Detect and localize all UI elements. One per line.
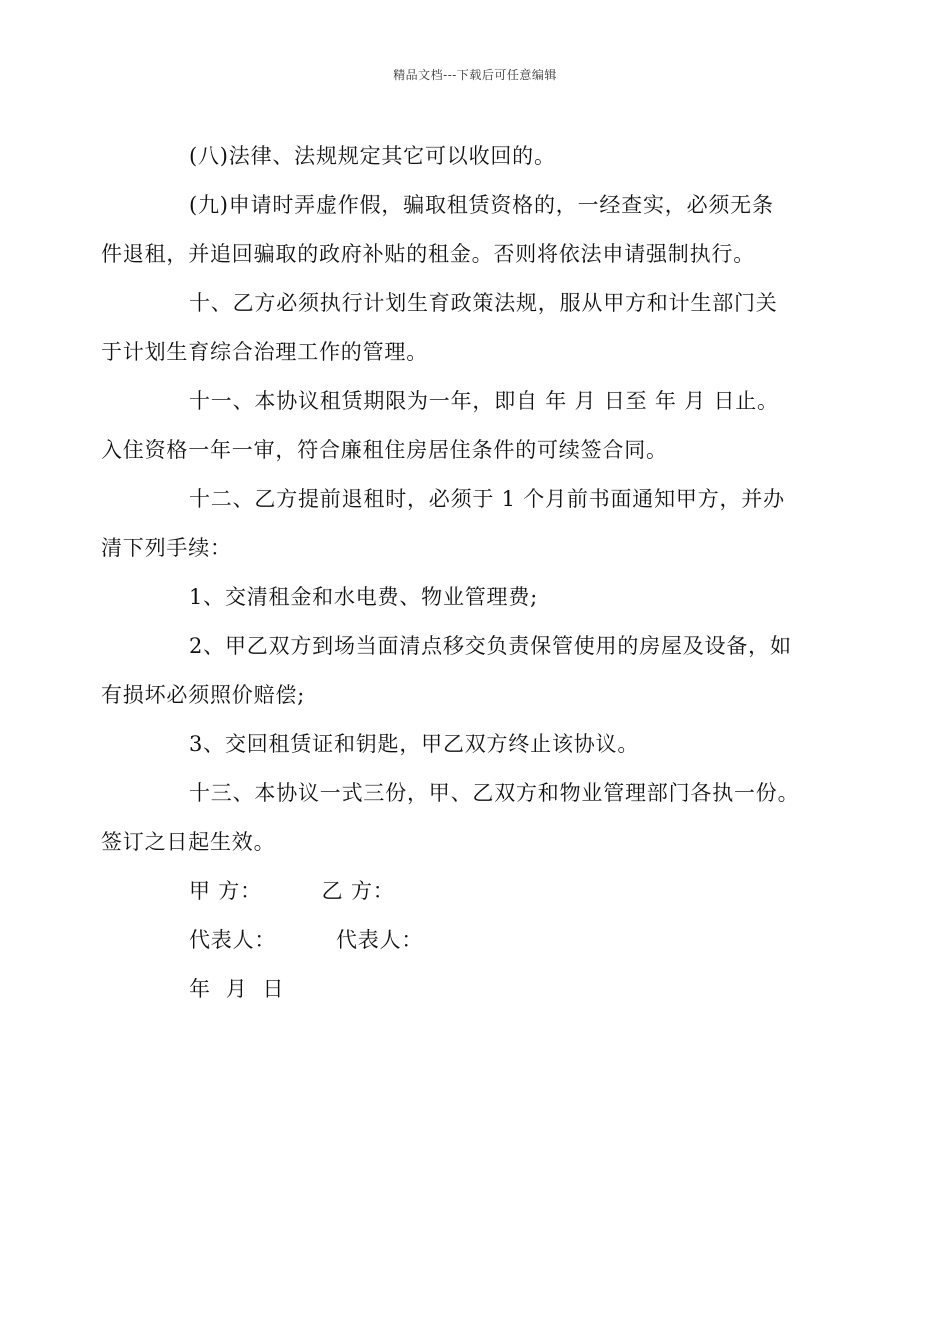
procedure-3 (145, 720, 825, 769)
signature-representatives: 代表人： 代表人： (189, 928, 424, 952)
signature-parties: 甲 方： 乙 方： (189, 879, 395, 903)
clause-12 (101, 475, 825, 573)
text-line: 2、甲乙双方到场当面清点移交负责保管使用的房屋及设备，如 (189, 634, 792, 658)
clause-13 (101, 769, 825, 867)
text-line: 3、交回租赁证和钥匙，甲乙双方终止该协议。 (189, 732, 640, 756)
paragraph-9 (101, 181, 825, 279)
text-line: 有损坏必须照价赔偿; (101, 683, 306, 707)
paragraph-8 (145, 132, 825, 181)
text-line: 签订之日起生效。 (101, 830, 276, 854)
text-line: 十三、本协议一式三份，甲、乙双方和物业管理部门各执一份。 (189, 781, 800, 805)
document-body (101, 132, 825, 1014)
text-line: 件退租，并追回骗取的政府补贴的租金。否则将依法申请强制执行。 (101, 242, 755, 266)
text-line: 入住资格一年一审，符合廉租住房居住条件的可续签合同。 (101, 438, 668, 462)
text-line: 十二、乙方提前退租时，必须于 1 个月前书面通知甲方，并办 (189, 487, 785, 511)
clause-11 (101, 377, 825, 475)
text-line: 1、交清租金和水电费、物业管理费; (189, 585, 539, 609)
signature-date: 年 月 日 (189, 977, 285, 1001)
text-line: 于计划生育综合治理工作的管理。 (101, 340, 428, 364)
text-line: 十、乙方必须执行计划生育政策法规，服从甲方和计生部门关 (189, 291, 778, 315)
page-header: 精品文档---下载后可任意编辑 (393, 68, 557, 82)
procedure-2 (101, 622, 825, 720)
procedure-1 (145, 573, 825, 622)
text-line: 清下列手续： (101, 536, 232, 560)
text-line: (八)法律、法规规定其它可以收回的。 (189, 144, 556, 168)
clause-10 (101, 279, 825, 377)
text-line: 十一、本协议租赁期限为一年，即自 年 月 日至 年 月 日止。 (189, 389, 779, 413)
text-line: (九)申请时弄虚作假，骗取租赁资格的，一经查实，必须无条 (189, 193, 774, 217)
